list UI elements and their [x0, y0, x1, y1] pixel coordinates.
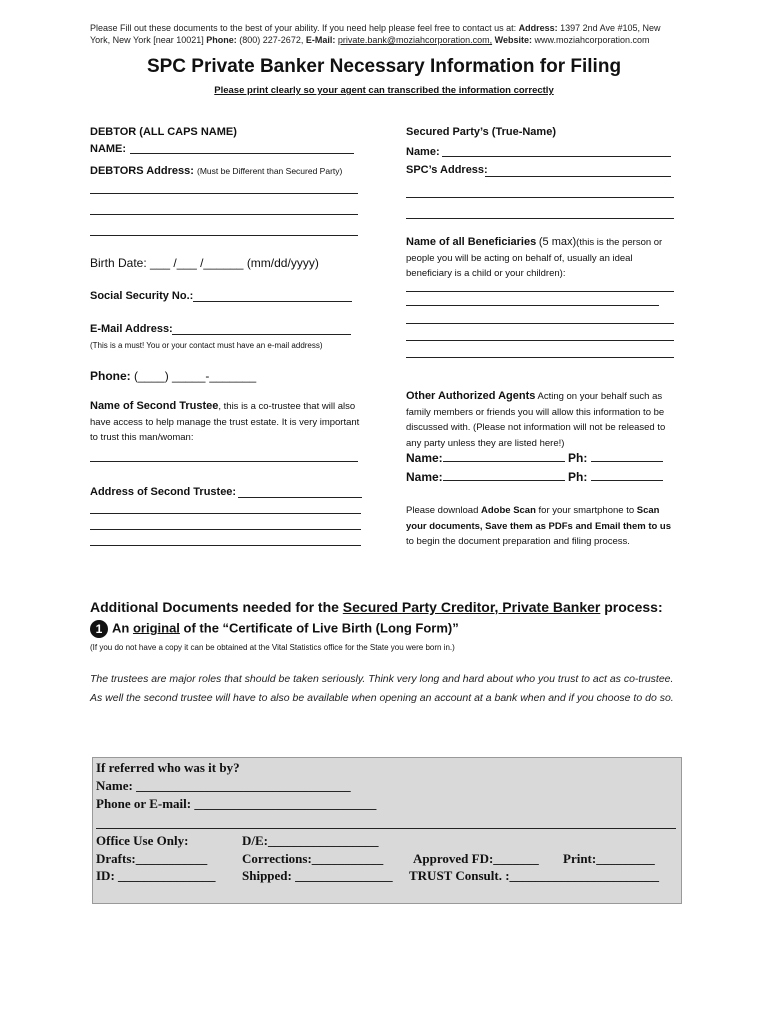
additional-docs-heading: Additional Documents needed for the Secured Party Creditor, Private Banker process:: [90, 599, 663, 615]
birth-date-field[interactable]: Birth Date: ___ /___ /______ (mm/dd/yyyy): [90, 256, 319, 270]
beneficiary-line-5[interactable]: [406, 357, 674, 358]
second-trustee-address-label: Address of Second Trustee:: [90, 486, 237, 498]
approved-fd-field[interactable]: Approved FD:_______: [413, 851, 539, 866]
second-trustee-address-line-0[interactable]: [238, 497, 362, 498]
header-phone: (800) 227-2672,: [239, 35, 304, 45]
debtor-address-line-3[interactable]: [90, 235, 358, 236]
secured-party-heading: Secured Party’s (True-Name): [406, 126, 556, 138]
spc-address-line-2[interactable]: [406, 218, 674, 219]
ssn-label: Social Security No.:: [90, 290, 194, 302]
header-intro: Please Fill out these documents to the best of your ability. If you need help please feel free to contact us at:: [90, 23, 517, 33]
beneficiary-line-4[interactable]: [406, 340, 674, 341]
debtor-name-label: NAME:: [90, 143, 127, 155]
drafts-field[interactable]: Drafts:___________: [96, 851, 208, 866]
email-label: E-Mail Address:: [90, 323, 173, 335]
referred-label: If referred who was it by?: [96, 760, 240, 775]
beneficiary-line-3[interactable]: [406, 323, 674, 324]
second-trustee-address-line-3[interactable]: [90, 545, 361, 546]
ssn-field[interactable]: [193, 301, 352, 302]
header-website[interactable]: www.moziahcorporation.com: [534, 35, 650, 45]
spc-address-label: SPC’s Address:: [406, 164, 488, 176]
referred-name-field[interactable]: Name: _________________________________: [96, 778, 351, 793]
id-field[interactable]: ID: _______________: [96, 868, 216, 883]
header-email[interactable]: private.bank@moziahcorporation.com,: [337, 35, 493, 45]
second-trustee-address-line-1[interactable]: [90, 513, 361, 514]
spc-address-line-1[interactable]: [406, 197, 674, 198]
page-subtitle: Please print clearly so your agent can transcribed the information correctly: [214, 85, 554, 96]
email-note: (This is a must! You or your contact must have an e-mail address): [90, 341, 323, 350]
trust-consult-field[interactable]: TRUST Consult. :_______________________: [409, 868, 660, 883]
spc-address-line-0[interactable]: [485, 176, 671, 177]
secured-name-label: Name:: [406, 146, 440, 158]
additional-doc-item-1: 1 An original of the “Certificate of Live Birth (Long Form)”: [90, 620, 459, 638]
office-divider: [96, 828, 676, 829]
debtor-address-label: DEBTORS Address: (Must be Different than Secured Party): [90, 165, 343, 177]
secured-name-field[interactable]: [442, 156, 671, 157]
birth-certificate-note: (If you do not have a copy it can be obtained at the Vital Statistics office for the State you were born in.): [90, 643, 455, 652]
debtor-name-field[interactable]: [130, 153, 354, 154]
page-title: SPC Private Banker Necessary Information for Filing: [146, 56, 622, 77]
header-address-label: Address:: [518, 23, 558, 33]
item-number-badge: 1: [90, 620, 108, 638]
agent-row-1[interactable]: Name: Ph:: [406, 450, 663, 465]
email-field[interactable]: [172, 334, 351, 335]
office-use-label: Office Use Only:: [96, 833, 189, 848]
beneficiary-line-1[interactable]: [406, 291, 674, 292]
adobe-scan-instructions: Please download Adobe Scan for your smartphone to Scan your documents, Save them as PDFs and Email them to us to begin the document preparation and filing process.: [406, 505, 672, 547]
debtor-address-line-2[interactable]: [90, 214, 358, 215]
corrections-field[interactable]: Corrections:___________: [242, 851, 384, 866]
trustee-warning: The trustees are major roles that should be taken seriously. Think very long and hard about who you trust to act as co-trustee. As well the second trustee will have to also be available when opening an account at a bank when and if you choose to do so.: [90, 673, 674, 704]
header-phone-label: Phone:: [206, 35, 237, 45]
print-field[interactable]: Print:_________: [563, 851, 655, 866]
beneficiary-line-2[interactable]: [406, 305, 659, 306]
shipped-field[interactable]: Shipped: _______________: [242, 868, 393, 883]
second-trustee-desc: Name of Second Trustee, this is a co-trustee that will also have access to help manage the trust estate. It is very important to trust this man/woman:: [90, 400, 360, 443]
header-address: 1397 2nd Ave #105, New York, New York [near 10021]: [90, 23, 661, 45]
header-email-label: E-Mail:: [305, 35, 336, 45]
header-contact: [90, 22, 675, 46]
de-field[interactable]: D/E:_________________: [242, 833, 379, 848]
phone-field[interactable]: Phone: (____) _____-_______: [90, 369, 257, 383]
second-trustee-address-line-2[interactable]: [90, 529, 361, 530]
second-trustee-name-field[interactable]: [90, 461, 358, 462]
referred-contact-field[interactable]: Phone or E-mail: ____________________________: [96, 796, 377, 811]
agents-desc: Other Authorized Agents Acting on your behalf such as family members or friends you will allow this information to be discussed with. (Please not information will not be released to any party unless they are listed here!): [406, 390, 666, 449]
header-website-label: Website:: [494, 35, 532, 45]
debtor-heading: DEBTOR (ALL CAPS NAME): [90, 126, 237, 138]
debtor-address-line-1[interactable]: [90, 193, 358, 194]
agent-row-2[interactable]: Name: Ph:: [406, 469, 663, 484]
office-use-box: [92, 757, 682, 904]
beneficiaries-desc: Name of all Beneficiaries (5 max)(this is the person or people you will be acting on behalf of, usually an ideal beneficiary is a child or your children):: [406, 236, 663, 279]
